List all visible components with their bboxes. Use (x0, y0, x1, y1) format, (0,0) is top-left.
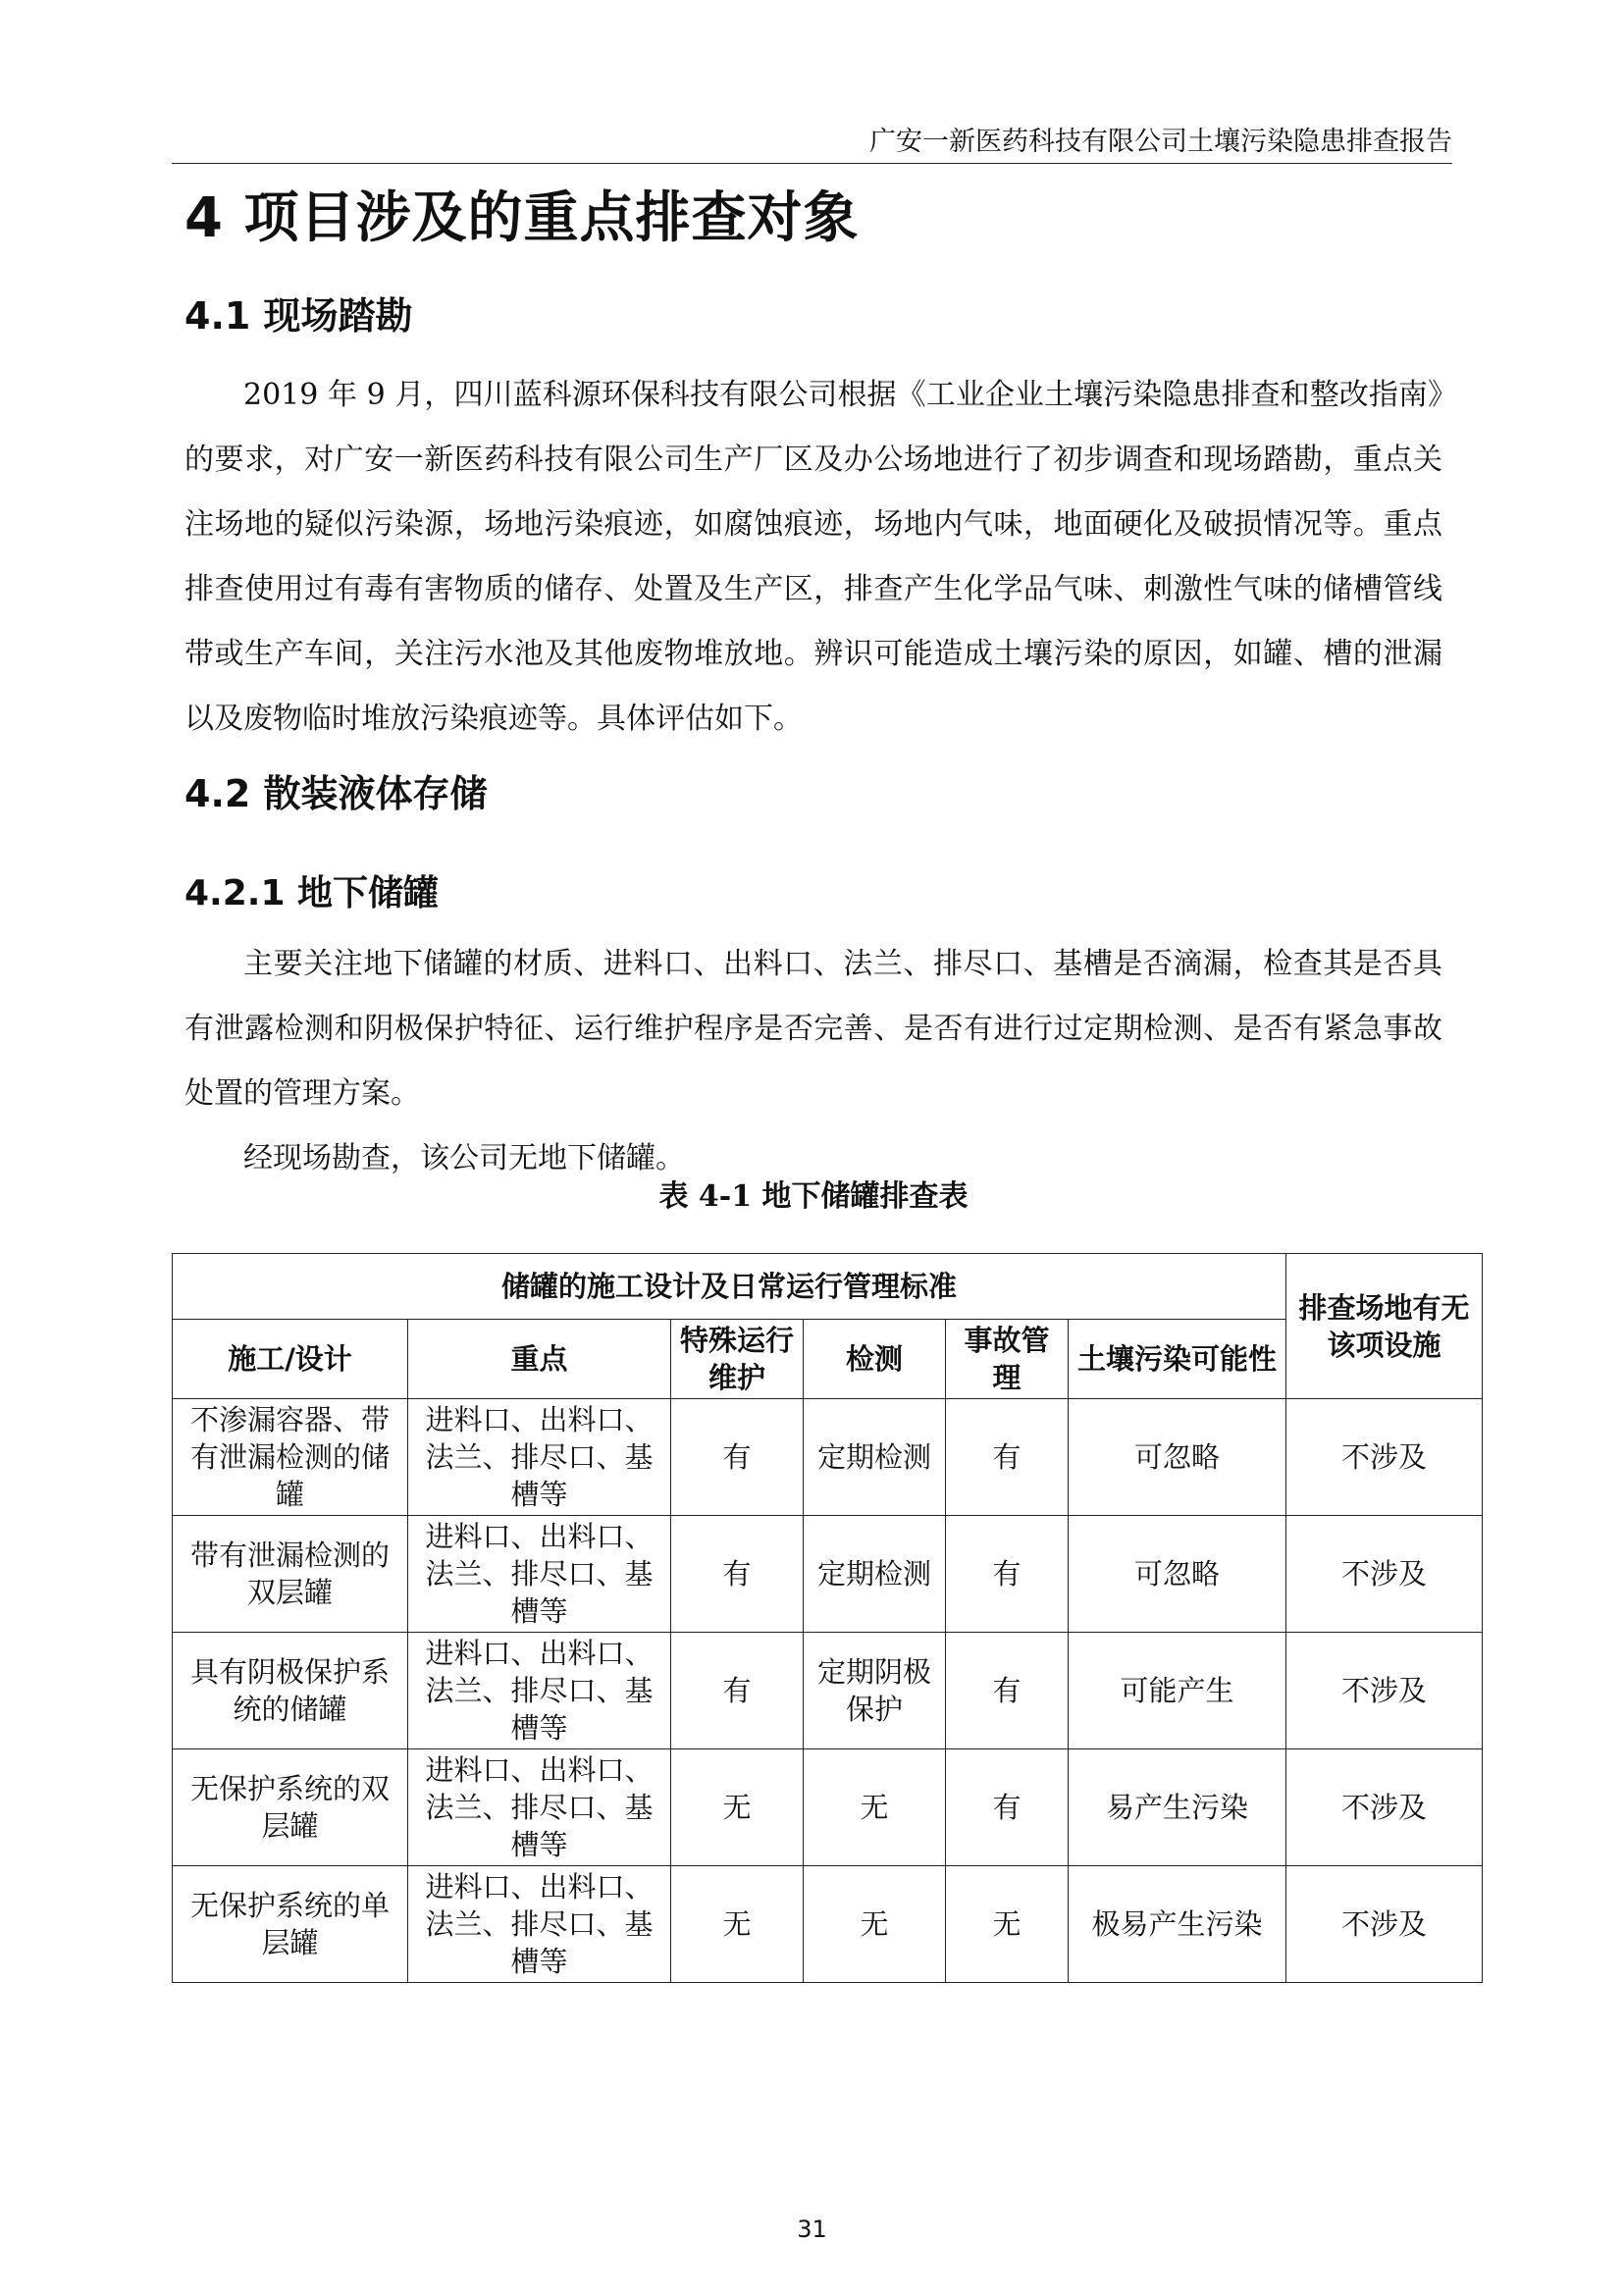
table-cell: 无 (804, 1866, 946, 1983)
table-cell: 易产生污染 (1069, 1749, 1286, 1866)
table-caption: 表 4-1 地下储罐排查表 (658, 1179, 969, 1214)
underground-tank-paragraph: 主要关注地下储罐的材质、进料口、出料口、法兰、排尽口、基槽是否滴漏，检查其是否具有泄露检测和阴极保护特征、运行维护程序是否完善、是否有进行过定期检测、是否有紧急事故处置的管理方案。 (184, 947, 1442, 1111)
column-header: 检测 (804, 1320, 946, 1399)
table-cell: 可能产生 (1069, 1633, 1286, 1749)
table-cell: 有 (946, 1633, 1069, 1749)
table-cell: 定期阴极保护 (804, 1633, 946, 1749)
column-header: 重点 (408, 1320, 671, 1399)
table-cell: 不渗漏容器、带有泄漏检测的储罐 (173, 1399, 408, 1516)
table-cell: 无 (671, 1749, 804, 1866)
section-title: 4 项目涉及的重点排查对象 (184, 186, 860, 250)
subsection-title-4-2: 4.2 散装液体存储 (184, 772, 488, 815)
table-row (173, 1866, 1483, 1983)
survey-result-paragraph: 经现场勘查，该公司无地下储罐。 (243, 1141, 685, 1175)
site-header: 排查场地有无该项设施 (1286, 1254, 1483, 1399)
table-cell: 进料口、出料口、法兰、排尽口、基槽等 (408, 1866, 671, 1983)
table-cell: 不涉及 (1286, 1866, 1483, 1983)
table-cell: 有 (671, 1399, 804, 1516)
table-cell: 进料口、出料口、法兰、排尽口、基槽等 (408, 1749, 671, 1866)
underground-tank-table (172, 1253, 1483, 1983)
table-cell: 具有阴极保护系统的储罐 (173, 1633, 408, 1749)
table-cell: 有 (946, 1516, 1069, 1633)
table-cell: 无保护系统的双层罐 (173, 1749, 408, 1866)
table-cell: 有 (671, 1516, 804, 1633)
table-cell: 进料口、出料口、法兰、排尽口、基槽等 (408, 1633, 671, 1749)
table-row (173, 1749, 1483, 1866)
table-cell: 不涉及 (1286, 1399, 1483, 1516)
table-cell: 无 (671, 1866, 804, 1983)
page-number: 31 (797, 2216, 827, 2243)
table-row (173, 1516, 1483, 1633)
table-cell: 有 (946, 1749, 1069, 1866)
table-cell: 进料口、出料口、法兰、排尽口、基槽等 (408, 1516, 671, 1633)
table-cell: 可忽略 (1069, 1399, 1286, 1516)
table-cell: 有 (946, 1399, 1069, 1516)
header-divider (172, 163, 1452, 164)
column-header: 特殊运行维护 (671, 1320, 804, 1399)
table-cell: 无 (946, 1866, 1069, 1983)
subsection-title-4-1: 4.1 现场踏勘 (184, 294, 413, 338)
table-cell: 不涉及 (1286, 1749, 1483, 1866)
table-row (173, 1633, 1483, 1749)
table-cell: 可忽略 (1069, 1516, 1286, 1633)
site-survey-paragraph: 2019 年 9 月，四川蓝科源环保科技有限公司根据《工业企业土壤污染隐患排查和整改指南》的要求，对广安一新医药科技有限公司生产厂区及办公场地进行了初步调查和现场踏勘，重点关注场地的疑似污染源，场地污染痕迹，如腐蚀痕迹，场地内气味，地面硬化及破损情况等。重点排查使用过有毒有害物质的储存、处置及生产区，排查产生化学品气味、刺激性气味的储槽管线带或生产车间，关注污水池及其他废物堆放地。辨识可能造成土壤污染的原因，如罐、槽的泄漏以及废物临时堆放污染痕迹等。具体评估如下。 (184, 378, 1442, 736)
table-cell: 极易产生污染 (1069, 1866, 1286, 1983)
column-header: 事故管理 (946, 1320, 1069, 1399)
table-cell: 定期检测 (804, 1516, 946, 1633)
table-cell: 不涉及 (1286, 1516, 1483, 1633)
table-row (173, 1399, 1483, 1516)
table-cell: 无保护系统的单层罐 (173, 1866, 408, 1983)
column-header: 土壤污染可能性 (1069, 1320, 1286, 1399)
table-cell: 有 (671, 1633, 804, 1749)
table-cell: 进料口、出料口、法兰、排尽口、基槽等 (408, 1399, 671, 1516)
column-header: 施工/设计 (173, 1320, 408, 1399)
subsection-title-4-2-1: 4.2.1 地下储罐 (184, 873, 440, 913)
table-cell: 不涉及 (1286, 1633, 1483, 1749)
table-cell: 定期检测 (804, 1399, 946, 1516)
group-header: 储罐的施工设计及日常运行管理标准 (173, 1254, 1286, 1320)
table-cell: 带有泄漏检测的双层罐 (173, 1516, 408, 1633)
running-header: 广安一新医药科技有限公司土壤污染隐患排查报告 (869, 127, 1452, 157)
table-cell: 无 (804, 1749, 946, 1866)
